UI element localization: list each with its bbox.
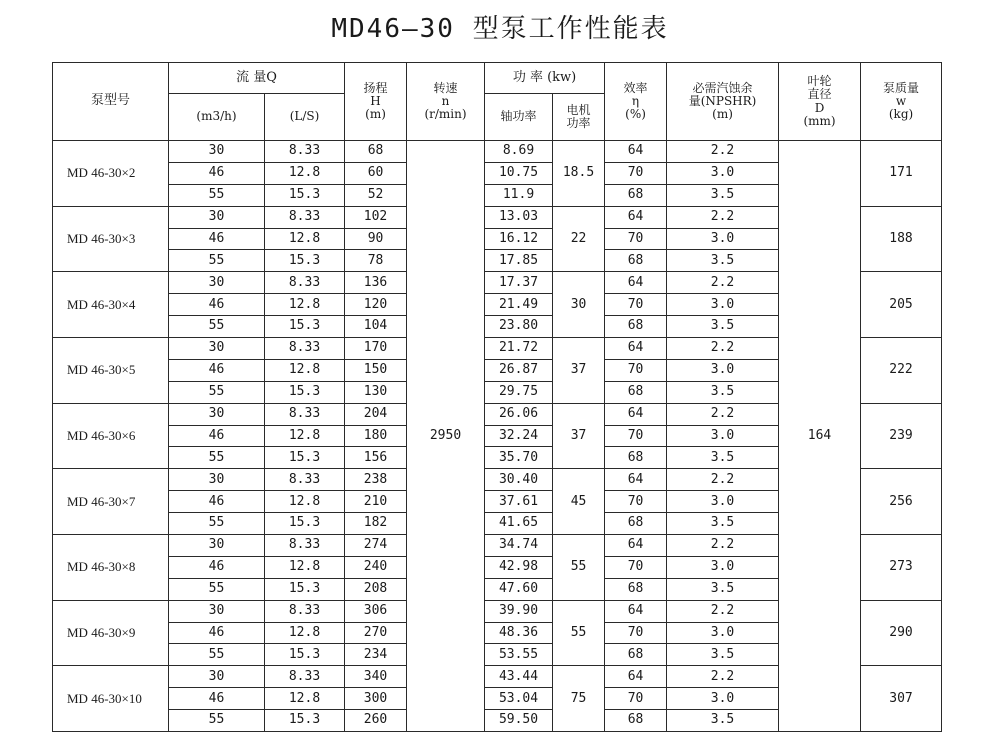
flow-m3h-cell: 46 <box>169 622 265 644</box>
flow-m3h-cell: 30 <box>169 403 265 425</box>
efficiency-cell: 68 <box>605 513 667 535</box>
npshr-cell: 3.5 <box>667 710 779 732</box>
head-cell: 300 <box>345 688 407 710</box>
flow-m3h-cell: 55 <box>169 447 265 469</box>
flow-ls-cell: 12.8 <box>265 622 345 644</box>
flow-m3h-cell: 30 <box>169 338 265 360</box>
efficiency-cell: 64 <box>605 403 667 425</box>
flow-m3h-cell: 46 <box>169 556 265 578</box>
efficiency-cell: 64 <box>605 535 667 557</box>
flow-m3h-cell: 55 <box>169 316 265 338</box>
npshr-cell: 3.5 <box>667 250 779 272</box>
flow-m3h-cell: 30 <box>169 141 265 163</box>
speed-cell: 2950 <box>407 141 485 732</box>
shaft-power-cell: 43.44 <box>485 666 553 688</box>
motor-power-cell: 30 <box>553 272 605 338</box>
flow-ls-cell: 12.8 <box>265 294 345 316</box>
efficiency-cell: 64 <box>605 338 667 360</box>
header-npshr: 必需汽蚀余 量(NPSHR) (m) <box>667 63 779 141</box>
model-cell: MD 46-30×6 <box>53 403 169 469</box>
shaft-power-cell: 26.06 <box>485 403 553 425</box>
flow-ls-cell: 15.3 <box>265 250 345 272</box>
header-efficiency: 效率 η (%) <box>605 63 667 141</box>
efficiency-cell: 64 <box>605 272 667 294</box>
efficiency-cell: 70 <box>605 162 667 184</box>
npshr-cell: 3.5 <box>667 316 779 338</box>
npshr-cell: 3.5 <box>667 381 779 403</box>
header-speed: 转速 n (r/min) <box>407 63 485 141</box>
performance-table <box>52 62 942 732</box>
shaft-power-cell: 11.9 <box>485 184 553 206</box>
flow-ls-cell: 8.33 <box>265 141 345 163</box>
flow-m3h-cell: 30 <box>169 600 265 622</box>
efficiency-cell: 64 <box>605 206 667 228</box>
flow-ls-cell: 15.3 <box>265 513 345 535</box>
model-cell: MD 46-30×5 <box>53 338 169 404</box>
npshr-cell: 2.2 <box>667 600 779 622</box>
npshr-cell: 2.2 <box>667 206 779 228</box>
flow-m3h-cell: 55 <box>169 578 265 600</box>
shaft-power-cell: 59.50 <box>485 710 553 732</box>
header-model: 泵型号 <box>53 63 169 141</box>
shaft-power-cell: 10.75 <box>485 162 553 184</box>
model-cell: MD 46-30×7 <box>53 469 169 535</box>
model-cell: MD 46-30×9 <box>53 600 169 666</box>
head-cell: 130 <box>345 381 407 403</box>
npshr-cell: 3.5 <box>667 184 779 206</box>
npshr-cell: 3.0 <box>667 294 779 316</box>
flow-m3h-cell: 46 <box>169 162 265 184</box>
flow-ls-cell: 8.33 <box>265 535 345 557</box>
efficiency-cell: 70 <box>605 556 667 578</box>
mass-cell: 307 <box>861 666 942 732</box>
npshr-cell: 3.0 <box>667 622 779 644</box>
motor-power-cell: 22 <box>553 206 605 272</box>
flow-m3h-cell: 55 <box>169 644 265 666</box>
shaft-power-cell: 26.87 <box>485 359 553 381</box>
shaft-power-cell: 8.69 <box>485 141 553 163</box>
npshr-cell: 3.5 <box>667 578 779 600</box>
model-cell: MD 46-30×4 <box>53 272 169 338</box>
flow-m3h-cell: 30 <box>169 666 265 688</box>
head-cell: 102 <box>345 206 407 228</box>
shaft-power-cell: 32.24 <box>485 425 553 447</box>
efficiency-cell: 64 <box>605 600 667 622</box>
shaft-power-cell: 53.04 <box>485 688 553 710</box>
npshr-cell: 2.2 <box>667 272 779 294</box>
head-cell: 156 <box>345 447 407 469</box>
flow-m3h-cell: 55 <box>169 513 265 535</box>
flow-m3h-cell: 46 <box>169 294 265 316</box>
npshr-cell: 3.0 <box>667 688 779 710</box>
shaft-power-cell: 13.03 <box>485 206 553 228</box>
motor-power-cell: 75 <box>553 666 605 732</box>
flow-m3h-cell: 55 <box>169 184 265 206</box>
flow-ls-cell: 8.33 <box>265 206 345 228</box>
shaft-power-cell: 47.60 <box>485 578 553 600</box>
shaft-power-cell: 17.37 <box>485 272 553 294</box>
mass-cell: 222 <box>861 338 942 404</box>
head-cell: 238 <box>345 469 407 491</box>
efficiency-cell: 68 <box>605 644 667 666</box>
mass-cell: 188 <box>861 206 942 272</box>
flow-ls-cell: 15.3 <box>265 381 345 403</box>
flow-ls-cell: 15.3 <box>265 644 345 666</box>
head-cell: 234 <box>345 644 407 666</box>
efficiency-cell: 68 <box>605 710 667 732</box>
model-cell: MD 46-30×2 <box>53 141 169 207</box>
shaft-power-cell: 21.49 <box>485 294 553 316</box>
head-cell: 274 <box>345 535 407 557</box>
table-row <box>53 141 942 163</box>
head-cell: 52 <box>345 184 407 206</box>
efficiency-cell: 70 <box>605 688 667 710</box>
flow-ls-cell: 15.3 <box>265 447 345 469</box>
efficiency-cell: 70 <box>605 228 667 250</box>
head-cell: 68 <box>345 141 407 163</box>
flow-m3h-cell: 46 <box>169 228 265 250</box>
motor-power-cell: 18.5 <box>553 141 605 207</box>
npshr-cell: 3.0 <box>667 162 779 184</box>
efficiency-cell: 64 <box>605 141 667 163</box>
page-title: MD46—30 型泵工作性能表 <box>331 14 669 44</box>
mass-cell: 205 <box>861 272 942 338</box>
flow-ls-cell: 12.8 <box>265 491 345 513</box>
npshr-cell: 3.0 <box>667 491 779 513</box>
efficiency-cell: 64 <box>605 469 667 491</box>
flow-ls-cell: 8.33 <box>265 666 345 688</box>
head-cell: 340 <box>345 666 407 688</box>
header-impeller: 叶轮 直径 D (mm) <box>779 63 861 141</box>
flow-m3h-cell: 46 <box>169 491 265 513</box>
model-cell: MD 46-30×3 <box>53 206 169 272</box>
efficiency-cell: 68 <box>605 184 667 206</box>
flow-m3h-cell: 55 <box>169 710 265 732</box>
shaft-power-cell: 34.74 <box>485 535 553 557</box>
npshr-cell: 2.2 <box>667 535 779 557</box>
head-cell: 78 <box>345 250 407 272</box>
shaft-power-cell: 37.61 <box>485 491 553 513</box>
npshr-cell: 3.0 <box>667 359 779 381</box>
header-mass: 泵质量 w (kg) <box>861 63 942 141</box>
shaft-power-cell: 41.65 <box>485 513 553 535</box>
header-head: 扬程 H (m) <box>345 63 407 141</box>
flow-ls-cell: 8.33 <box>265 272 345 294</box>
efficiency-cell: 70 <box>605 294 667 316</box>
header-motor-power: 电机 功率 <box>553 94 605 141</box>
shaft-power-cell: 16.12 <box>485 228 553 250</box>
header-power: 功 率 (kw) <box>485 63 605 94</box>
flow-ls-cell: 12.8 <box>265 359 345 381</box>
efficiency-cell: 64 <box>605 666 667 688</box>
motor-power-cell: 55 <box>553 600 605 666</box>
mass-cell: 171 <box>861 141 942 207</box>
efficiency-cell: 68 <box>605 316 667 338</box>
mass-cell: 273 <box>861 535 942 601</box>
head-cell: 306 <box>345 600 407 622</box>
shaft-power-cell: 39.90 <box>485 600 553 622</box>
header-flow-ls: (L/S) <box>265 94 345 141</box>
mass-cell: 290 <box>861 600 942 666</box>
head-cell: 270 <box>345 622 407 644</box>
npshr-cell: 2.2 <box>667 469 779 491</box>
npshr-cell: 3.0 <box>667 556 779 578</box>
mass-cell: 256 <box>861 469 942 535</box>
efficiency-cell: 68 <box>605 447 667 469</box>
head-cell: 240 <box>345 556 407 578</box>
shaft-power-cell: 48.36 <box>485 622 553 644</box>
mass-cell: 239 <box>861 403 942 469</box>
shaft-power-cell: 21.72 <box>485 338 553 360</box>
efficiency-cell: 68 <box>605 381 667 403</box>
efficiency-cell: 70 <box>605 491 667 513</box>
npshr-cell: 3.5 <box>667 644 779 666</box>
efficiency-cell: 70 <box>605 622 667 644</box>
npshr-cell: 3.5 <box>667 447 779 469</box>
head-cell: 208 <box>345 578 407 600</box>
flow-ls-cell: 15.3 <box>265 578 345 600</box>
flow-m3h-cell: 55 <box>169 381 265 403</box>
flow-ls-cell: 12.8 <box>265 425 345 447</box>
motor-power-cell: 45 <box>553 469 605 535</box>
npshr-cell: 2.2 <box>667 666 779 688</box>
npshr-cell: 2.2 <box>667 141 779 163</box>
flow-ls-cell: 8.33 <box>265 469 345 491</box>
head-cell: 204 <box>345 403 407 425</box>
flow-m3h-cell: 30 <box>169 272 265 294</box>
head-cell: 260 <box>345 710 407 732</box>
flow-m3h-cell: 30 <box>169 535 265 557</box>
head-cell: 210 <box>345 491 407 513</box>
head-cell: 60 <box>345 162 407 184</box>
shaft-power-cell: 29.75 <box>485 381 553 403</box>
model-cell: MD 46-30×8 <box>53 535 169 601</box>
efficiency-cell: 70 <box>605 359 667 381</box>
flow-ls-cell: 8.33 <box>265 403 345 425</box>
head-cell: 104 <box>345 316 407 338</box>
flow-m3h-cell: 30 <box>169 206 265 228</box>
flow-ls-cell: 12.8 <box>265 162 345 184</box>
head-cell: 150 <box>345 359 407 381</box>
head-cell: 90 <box>345 228 407 250</box>
efficiency-cell: 68 <box>605 250 667 272</box>
flow-ls-cell: 12.8 <box>265 228 345 250</box>
npshr-cell: 2.2 <box>667 403 779 425</box>
motor-power-cell: 37 <box>553 403 605 469</box>
motor-power-cell: 55 <box>553 535 605 601</box>
flow-ls-cell: 15.3 <box>265 710 345 732</box>
efficiency-cell: 70 <box>605 425 667 447</box>
head-cell: 120 <box>345 294 407 316</box>
shaft-power-cell: 53.55 <box>485 644 553 666</box>
flow-m3h-cell: 30 <box>169 469 265 491</box>
flow-ls-cell: 12.8 <box>265 556 345 578</box>
npshr-cell: 3.0 <box>667 228 779 250</box>
flow-ls-cell: 15.3 <box>265 316 345 338</box>
shaft-power-cell: 42.98 <box>485 556 553 578</box>
head-cell: 136 <box>345 272 407 294</box>
flow-m3h-cell: 46 <box>169 359 265 381</box>
model-cell: MD 46-30×10 <box>53 666 169 732</box>
npshr-cell: 3.0 <box>667 425 779 447</box>
npshr-cell: 3.5 <box>667 513 779 535</box>
flow-ls-cell: 12.8 <box>265 688 345 710</box>
shaft-power-cell: 23.80 <box>485 316 553 338</box>
head-cell: 180 <box>345 425 407 447</box>
flow-m3h-cell: 46 <box>169 688 265 710</box>
shaft-power-cell: 30.40 <box>485 469 553 491</box>
head-cell: 182 <box>345 513 407 535</box>
npshr-cell: 2.2 <box>667 338 779 360</box>
motor-power-cell: 37 <box>553 338 605 404</box>
header-shaft-power: 轴功率 <box>485 94 553 141</box>
efficiency-cell: 68 <box>605 578 667 600</box>
shaft-power-cell: 35.70 <box>485 447 553 469</box>
flow-m3h-cell: 46 <box>169 425 265 447</box>
flow-ls-cell: 15.3 <box>265 184 345 206</box>
impeller-diameter-cell: 164 <box>779 141 861 732</box>
flow-ls-cell: 8.33 <box>265 338 345 360</box>
header-flow: 流 量Q <box>169 63 345 94</box>
head-cell: 170 <box>345 338 407 360</box>
flow-m3h-cell: 55 <box>169 250 265 272</box>
shaft-power-cell: 17.85 <box>485 250 553 272</box>
flow-ls-cell: 8.33 <box>265 600 345 622</box>
header-flow-m3h: (m3/h) <box>169 94 265 141</box>
